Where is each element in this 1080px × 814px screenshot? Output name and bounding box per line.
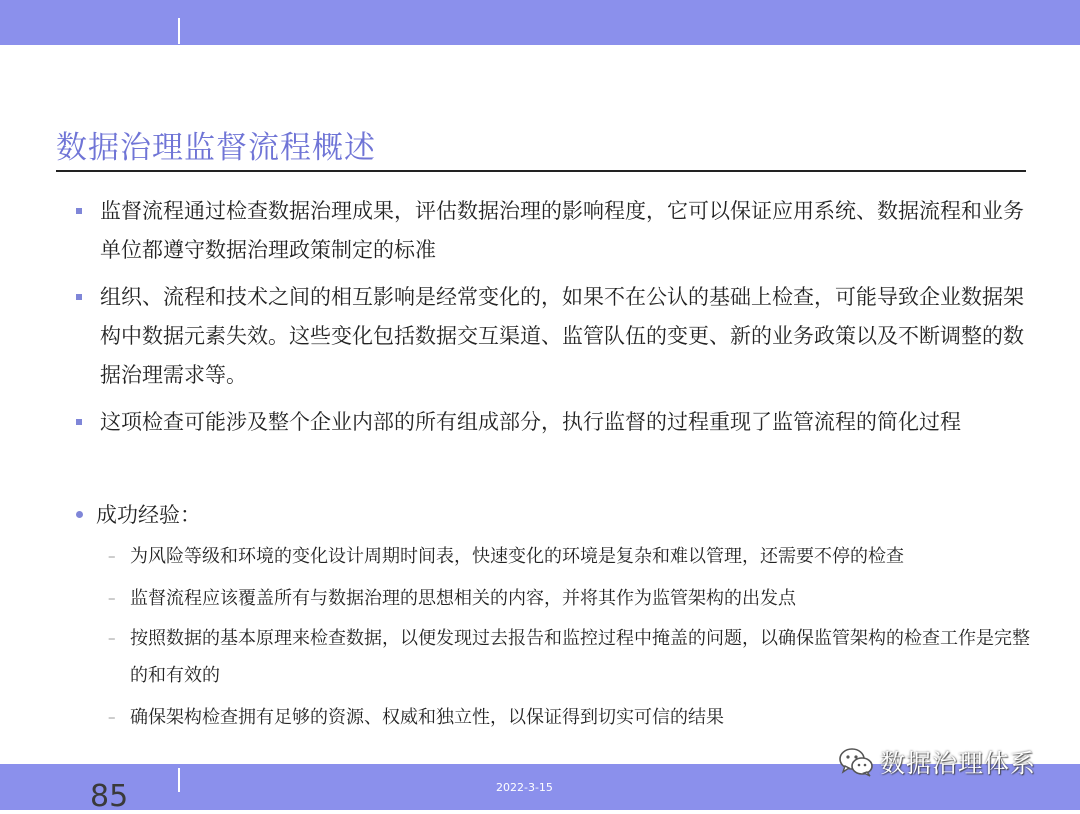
- bullet-text: 监督流程通过检查数据治理成果，评估数据治理的影响程度，它可以保证应用系统、数据流程和业务单位都遵守数据治理政策制定的标准: [100, 199, 1024, 262]
- bullet-item: [76, 192, 1026, 270]
- title-underline: [56, 170, 1026, 172]
- sub-bullet-text: 确保架构检查拥有足够的资源、权威和独立性，以保证得到切实可信的结果: [130, 707, 724, 728]
- square-bullet-icon: [76, 208, 82, 214]
- bullet-text: 成功经验：: [96, 503, 201, 527]
- bullet-item: [76, 496, 1026, 535]
- top-banner: [0, 0, 1080, 45]
- sub-bullet-text: 为风险等级和环境的变化设计周期时间表，快速变化的环境是复杂和难以管理，还需要不停的检查: [130, 546, 904, 567]
- watermark-text: 数据治理体系: [880, 749, 1037, 778]
- sub-bullet-text: 按照数据的基本原理来检查数据，以便发现过去报告和监控过程中掩盖的问题，以确保监管架构的检查工作是完整的和有效的: [130, 628, 1030, 686]
- round-bullet-icon: [76, 511, 83, 518]
- watermark: [838, 744, 1036, 780]
- bullet-text: 这项检查可能涉及整个企业内部的所有组成部分，执行监督的过程重现了监管流程的简化过程: [100, 410, 961, 434]
- dash-bullet-icon: –: [108, 708, 116, 726]
- slide-date: 2022-3-15: [496, 781, 553, 794]
- wechat-icon: [838, 746, 874, 778]
- square-bullet-icon: [76, 419, 82, 425]
- dash-bullet-icon: –: [108, 547, 116, 565]
- page-number: 85: [90, 779, 129, 814]
- bullet-text: 组织、流程和技术之间的相互影响是经常变化的，如果不在公认的基础上检查，可能导致企业数据架构中数据元素失效。这些变化包括数据交互渠道、监管队伍的变更、新的业务政策以及不断调整的数据治理需求等。: [100, 285, 1024, 387]
- bottom-divider-tick: [178, 768, 180, 792]
- sub-bullet-item: [108, 580, 1038, 617]
- square-bullet-icon: [76, 294, 82, 300]
- top-divider-tick: [178, 18, 180, 44]
- dash-bullet-icon: –: [108, 589, 116, 607]
- sub-bullet-item: [108, 538, 1038, 575]
- sub-bullet-item: [108, 699, 1038, 736]
- dash-bullet-icon: –: [108, 629, 116, 647]
- slide-title: 数据治理监督流程概述: [56, 130, 376, 166]
- bullet-item: [76, 278, 1026, 395]
- sub-bullet-item: [108, 620, 1038, 694]
- bullet-item: [76, 403, 1026, 442]
- sub-bullet-text: 监督流程应该覆盖所有与数据治理的思想相关的内容，并将其作为监管架构的出发点: [130, 588, 796, 609]
